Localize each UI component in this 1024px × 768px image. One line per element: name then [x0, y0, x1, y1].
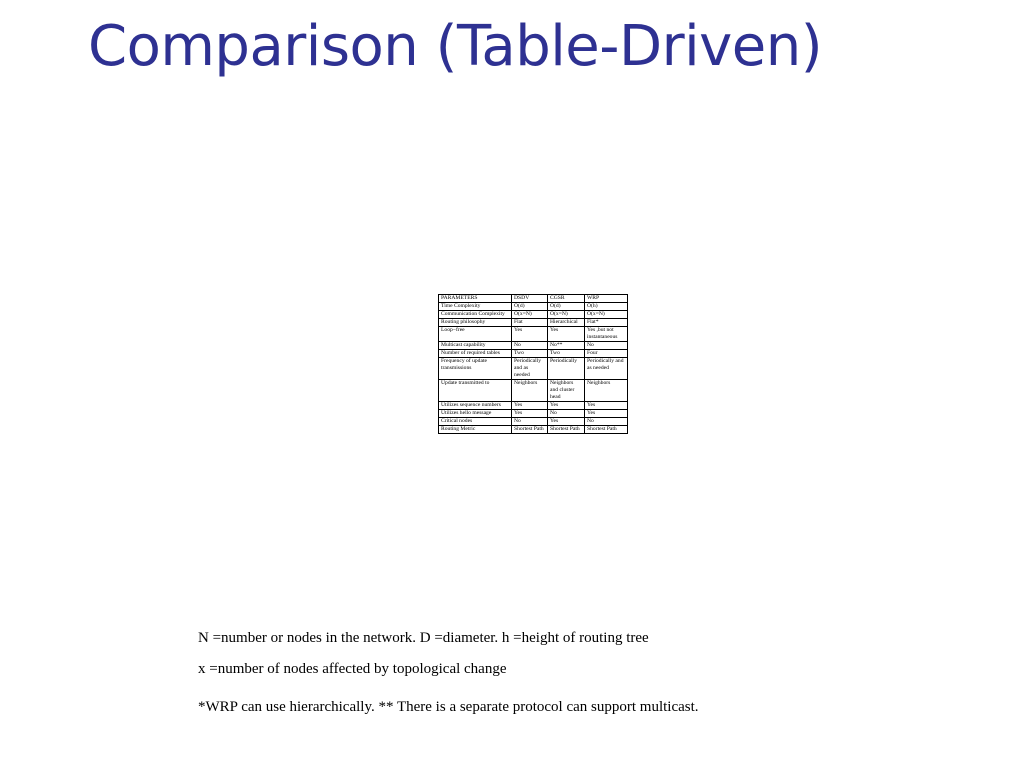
- table-cell: Multicast capability: [439, 342, 512, 350]
- table-cell: Periodically and as needed: [512, 358, 548, 380]
- table-cell: Shortest Path: [548, 426, 585, 434]
- table-cell: No: [512, 342, 548, 350]
- table-cell: No: [548, 410, 585, 418]
- table-cell: No: [585, 342, 628, 350]
- table-cell: Four: [585, 350, 628, 358]
- header-cell: PARAMETERS: [439, 295, 512, 303]
- table-row: [439, 327, 628, 342]
- table-cell: Periodically: [548, 358, 585, 380]
- table-cell: No: [585, 418, 628, 426]
- table-cell: Hierarchical: [548, 319, 585, 327]
- table-row: [439, 303, 628, 311]
- table-cell: Yes ,but not instantaneous: [585, 327, 628, 342]
- table-cell: Yes: [512, 410, 548, 418]
- table-row: [439, 426, 628, 434]
- table-row: [439, 380, 628, 402]
- table-header-row: [439, 295, 628, 303]
- table-cell: Update transmitted to: [439, 380, 512, 402]
- slide-title: Comparison (Table-Driven): [88, 14, 823, 79]
- table-cell: Yes: [585, 410, 628, 418]
- footnote-protocols: *WRP can use hierarchically. ** There is a separate protocol can support multicast.: [198, 699, 699, 715]
- table-cell: Two: [548, 350, 585, 358]
- table-row: [439, 358, 628, 380]
- table-cell: No: [512, 418, 548, 426]
- table-cell: Utilizes hello message: [439, 410, 512, 418]
- comparison-table: [438, 294, 628, 434]
- table-row: [439, 342, 628, 350]
- table-cell: Yes: [585, 402, 628, 410]
- table-cell: No**: [548, 342, 585, 350]
- table-cell: Critical nodes: [439, 418, 512, 426]
- table-cell: Yes: [548, 402, 585, 410]
- header-cell: DSDV: [512, 295, 548, 303]
- header-cell: CGSR: [548, 295, 585, 303]
- table-cell: Flat*: [585, 319, 628, 327]
- table-cell: Time Complexity: [439, 303, 512, 311]
- table-cell: Yes: [512, 402, 548, 410]
- legend-note-x: x =number of nodes affected by topological change: [198, 661, 507, 677]
- table-cell: Routing Metric: [439, 426, 512, 434]
- header-cell: WRP: [585, 295, 628, 303]
- table-cell: O(x=N): [585, 311, 628, 319]
- table-cell: Neighbors: [512, 380, 548, 402]
- table-cell: Frequency of update transmissions: [439, 358, 512, 380]
- table-cell: Two: [512, 350, 548, 358]
- table-cell: Periodically and as needed: [585, 358, 628, 380]
- table-cell: O(h): [585, 303, 628, 311]
- legend-note-variables: N =number or nodes in the network. D =diameter. h =height of routing tree: [198, 630, 649, 646]
- table-row: [439, 410, 628, 418]
- table-cell: Flat: [512, 319, 548, 327]
- table-cell: Shortest Path: [512, 426, 548, 434]
- table-cell: O(x=N): [548, 311, 585, 319]
- table-cell: Yes: [548, 327, 585, 342]
- table-row: [439, 350, 628, 358]
- table-cell: Communication Complexity: [439, 311, 512, 319]
- table-row: [439, 402, 628, 410]
- table-cell: Shortest Path: [585, 426, 628, 434]
- table-cell: O(d): [512, 303, 548, 311]
- table-cell: O(x=N): [512, 311, 548, 319]
- table-row: [439, 319, 628, 327]
- table-cell: Yes: [512, 327, 548, 342]
- table-cell: Yes: [548, 418, 585, 426]
- table-cell: Utilizes sequence numbers: [439, 402, 512, 410]
- table-row: [439, 311, 628, 319]
- table-cell: O(d): [548, 303, 585, 311]
- table-cell: Loop−free: [439, 327, 512, 342]
- table-row: [439, 418, 628, 426]
- table-cell: Number of required tables: [439, 350, 512, 358]
- table-cell: Neighbors: [585, 380, 628, 402]
- table-cell: Neighbors and cluster head: [548, 380, 585, 402]
- table-cell: Routing philosophy: [439, 319, 512, 327]
